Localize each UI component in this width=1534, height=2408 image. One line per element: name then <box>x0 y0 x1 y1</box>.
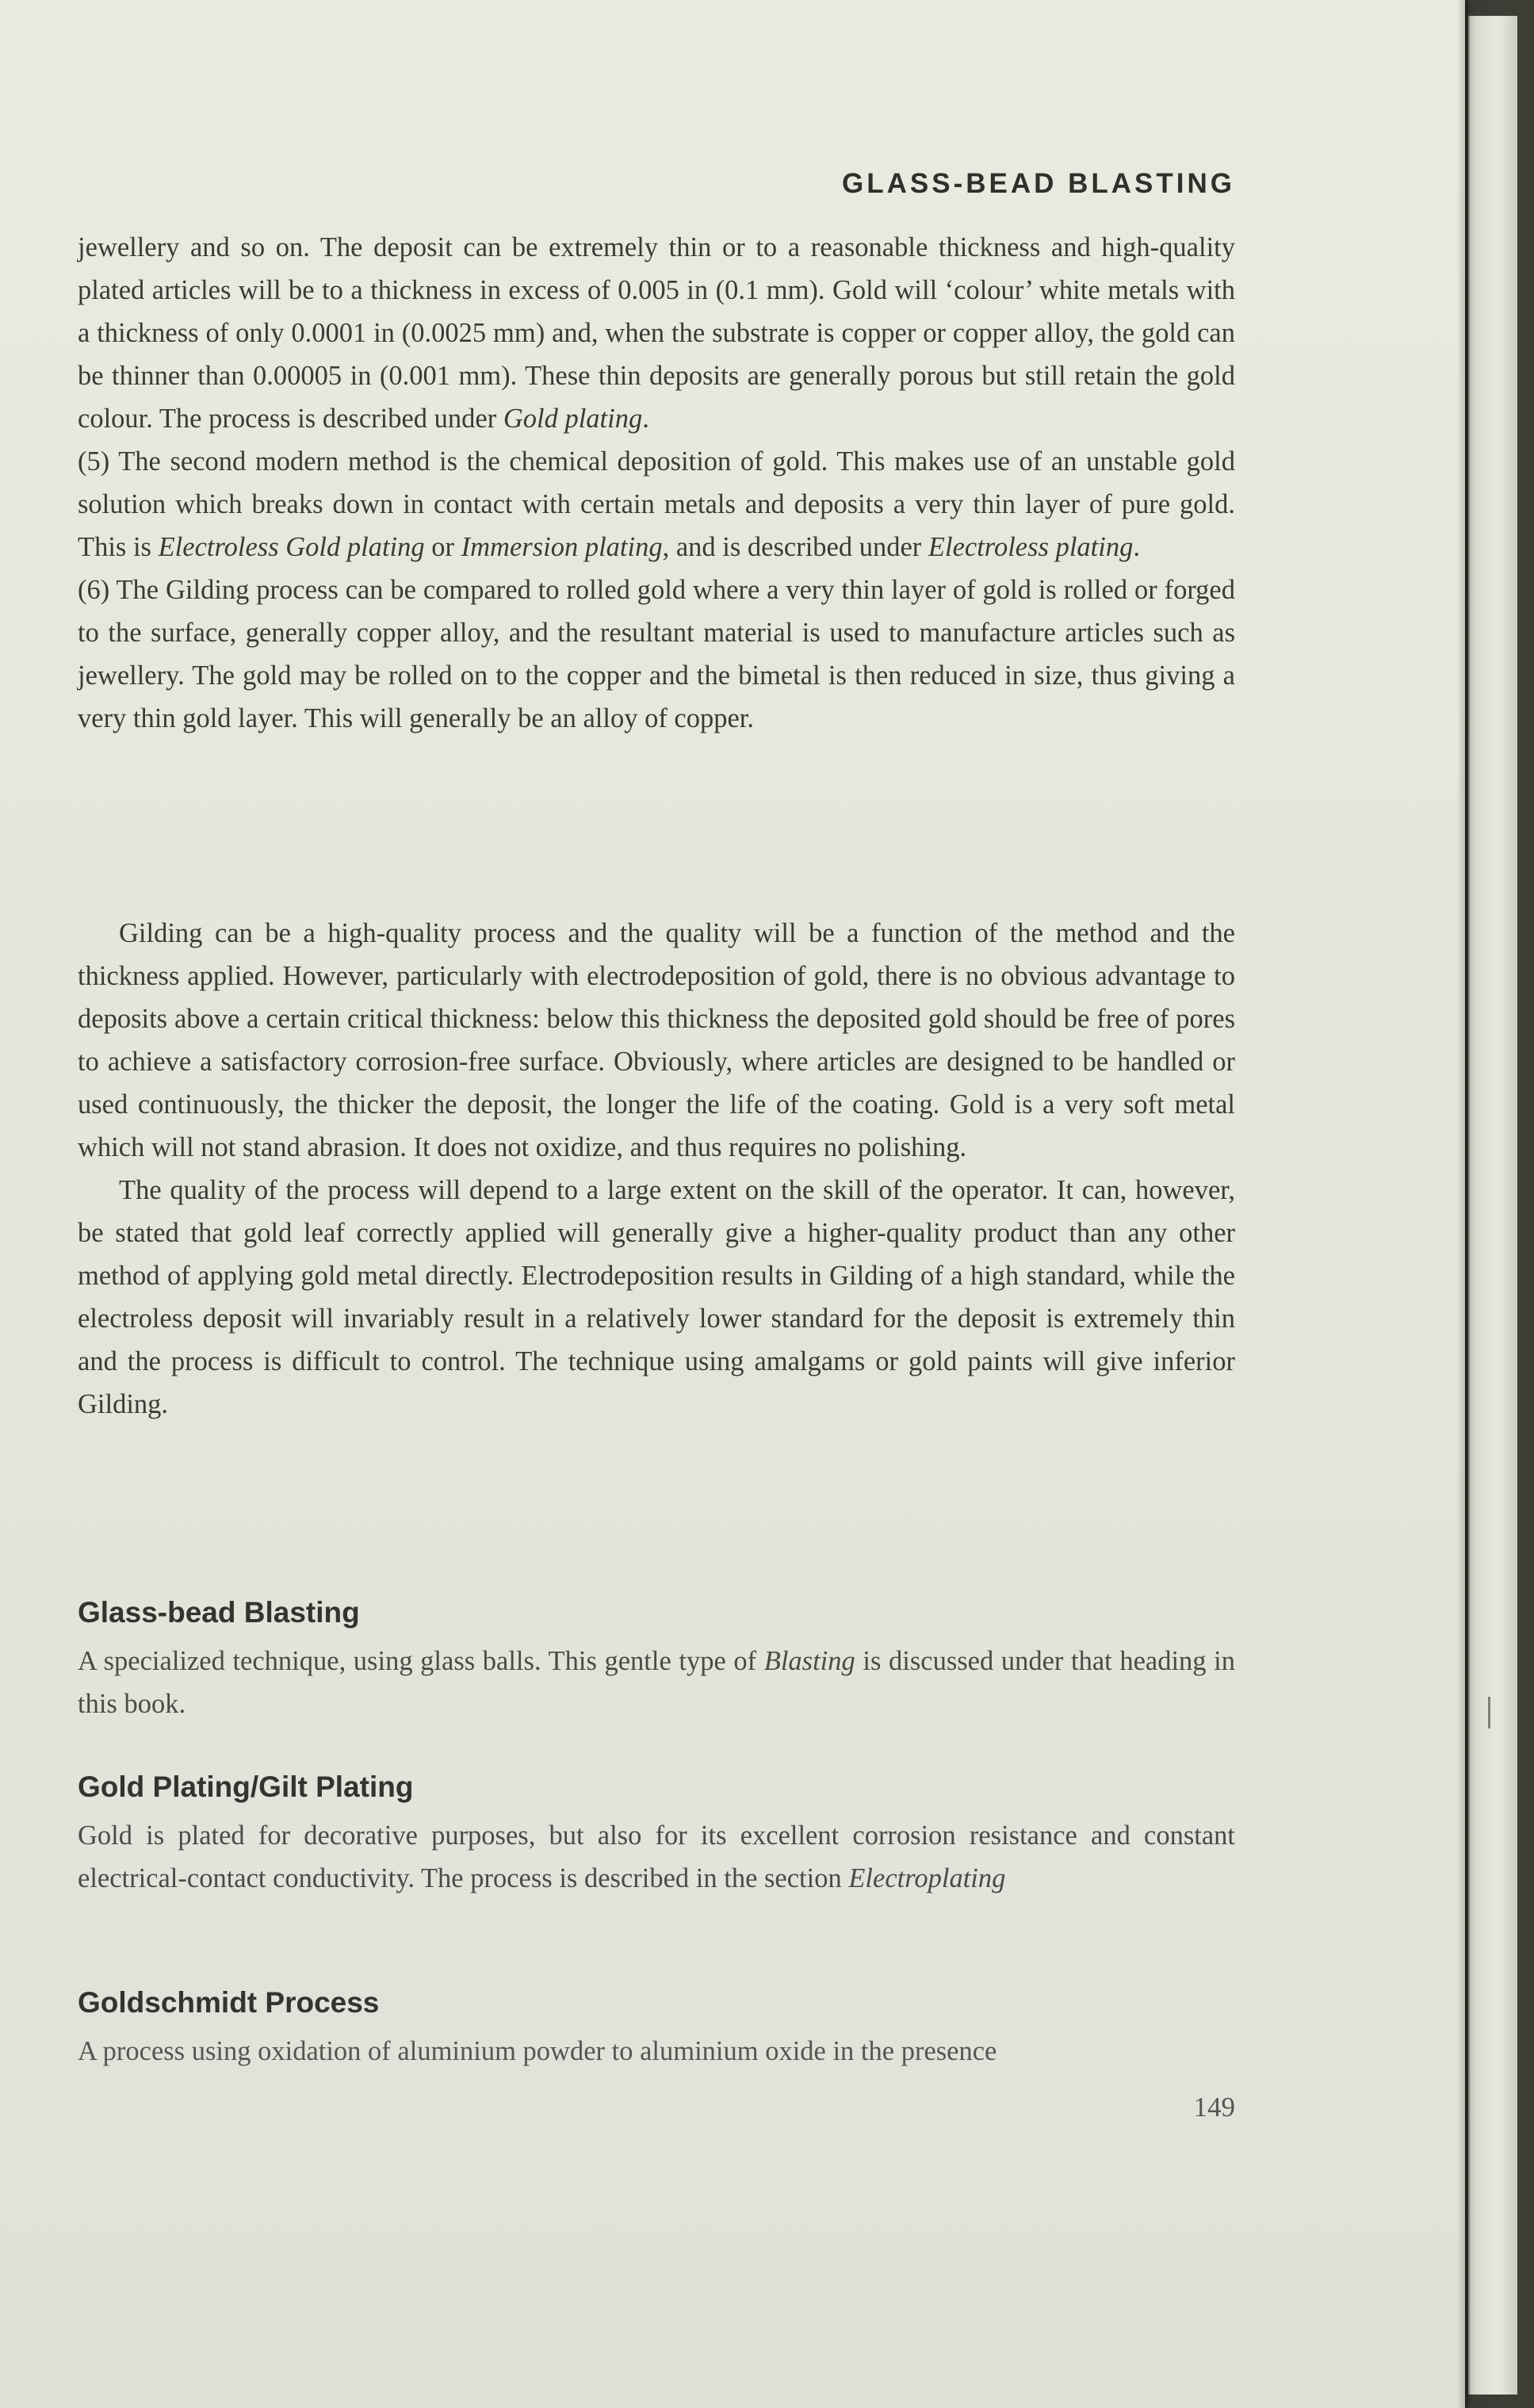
entry-glass-bead-blasting <box>78 1640 1235 1725</box>
paragraph-method-6: (6) The Gilding process can be compared to rolled gold where a very thin layer of gold is rolled or forged to the surface, generally copper alloy, and the resultant material is used to manufacture articles such as jewellery. The gold may be rolled on to the copper and the bimetal is then reduced in size, thus giving a very thin gold layer. This will generally be an alloy of copper. <box>78 575 1235 733</box>
entry-text: A process using oxidation of aluminium powder to aluminium oxide in the presence <box>78 2036 997 2066</box>
paragraph-continued <box>78 226 1235 440</box>
entry-text <box>78 1640 1235 1725</box>
entry-heading-glass-bead-blasting: Glass-bead Blasting <box>78 1596 360 1629</box>
cross-reference: Electroless Gold plating <box>158 532 425 562</box>
page-number: 149 <box>1193 2092 1235 2123</box>
paragraph-text: . <box>1133 532 1140 562</box>
entry-gold-plating <box>78 1814 1235 1900</box>
paragraph-text: , and is described under <box>662 532 928 562</box>
page-edge-shadow <box>1457 0 1468 2408</box>
entry-heading-gold-plating: Gold Plating/Gilt Plating <box>78 1771 414 1803</box>
cross-reference: Blasting <box>763 1646 855 1676</box>
paragraph-method-5 <box>78 440 1235 569</box>
cross-reference: Immersion plating <box>461 532 663 562</box>
cross-reference: Electroplating <box>848 1863 1006 1893</box>
next-page-edge <box>1468 16 1517 2395</box>
paragraph-text: or <box>424 532 461 562</box>
entry-heading-goldschmidt-process: Goldschmidt Process <box>78 1986 380 2019</box>
continued-text <box>78 226 1235 740</box>
page-edge-mark <box>1488 1697 1490 1728</box>
paragraph-operator: The quality of the process will depend to a large extent on the skill of the operator. It can, however, be stated that gold leaf correctly applied will generally give a higher-quality product than any other method of applying gold metal directly. Electrodeposition results in Gilding of a high standard, while the electroless deposit will invariably result in a relatively lower standard for the deposit is extremely thin and the process is difficult to control. The technique using amalgams or gold paints will give inferior Gilding. <box>78 1175 1235 1419</box>
discussion-text <box>78 912 1235 1426</box>
paragraph-text: (5) The second modern method is the chemical deposition of gold. This makes use of an unstable gold solution which breaks down in contact with certain metals and deposits a very thin layer of pure gold. This is <box>78 446 1235 562</box>
entry-text-part: is discussed under that heading in this book. <box>78 1646 1235 1719</box>
entry-text-part: Gold is plated for decorative purposes, but also for its excellent corrosion resistance and constant electrical-contact conductivity. The process is described in the section <box>78 1820 1235 1893</box>
entry-text-part: A specialized technique, using glass balls. This gentle type of <box>78 1646 764 1676</box>
entry-goldschmidt-process <box>78 2030 1235 2073</box>
cross-reference: Gold plating <box>503 404 643 434</box>
entry-text <box>78 1814 1235 1900</box>
running-head: GLASS-BEAD BLASTING <box>842 168 1235 199</box>
paragraph-text: jewellery and so on. The deposit can be extremely thin or to a reasonable thickness and high-quality plated articles will be to a thickness in excess of 0.005 in (0.1 mm). Gold will ‘colour’ white metals with a thickness of only 0.0001 in (0.0025 mm) and, when the substrate is copper or copper alloy, the gold can be thinner than 0.00005 in (0.001 mm). These thin deposits are generally porous but still retain the gold colour. The process is described under <box>78 232 1235 434</box>
paragraph-text: . <box>642 404 649 434</box>
cross-reference: Electroless plating <box>928 532 1134 562</box>
paragraph-quality: Gilding can be a high-quality process and the quality will be a function of the method and the thickness applied. However, particularly with electrodeposition of gold, there is no obvious advantage to deposits above a certain critical thickness: below this thickness the deposited gold should be free of pores to achieve a satisfactory corrosion-free surface. Obviously, where articles are designed to be handled or used continuously, the thicker the deposit, the longer the life of the coating. Gold is a very soft metal which will not stand abrasion. It does not oxidize, and thus requires no polishing. <box>78 918 1235 1162</box>
